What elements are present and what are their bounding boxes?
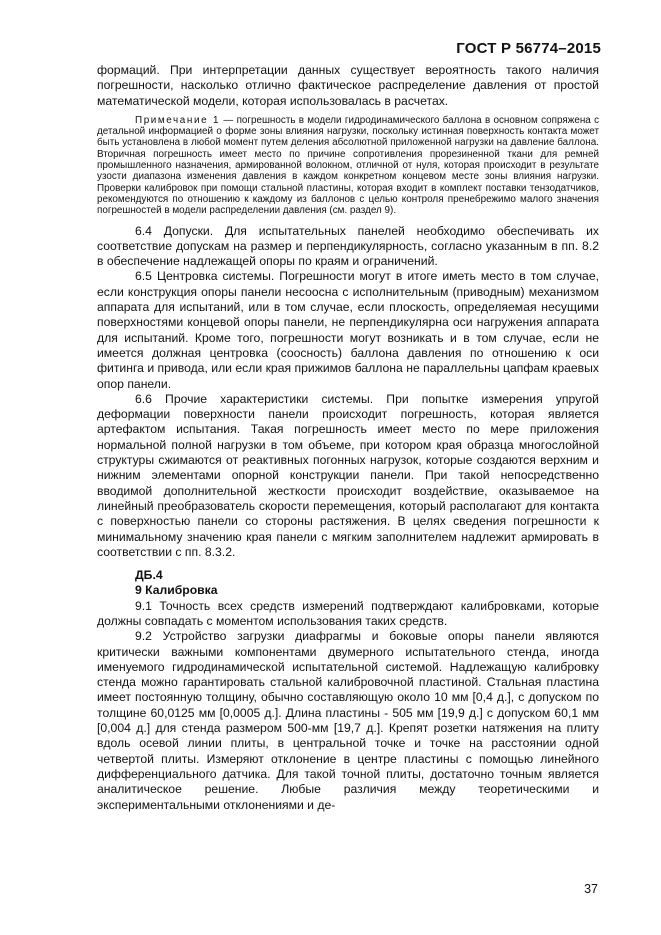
note-1: [97, 115, 599, 217]
page-number: 37: [584, 882, 598, 896]
paragraph-9-1: 9.1 Точность всех средств измерений подтверждают калибровками, которые должны совпадать с моментом использования таких средств.: [97, 598, 599, 628]
paragraph-continued: формаций. При интерпретации данных существует вероятность такого наличия погрешности, насколько отлично фактическое распределение давления от простой математической модели, которая использовалась в расчетах.: [97, 63, 599, 108]
section-heading-db4: ДБ.4: [135, 568, 163, 583]
section-heading-calibration: 9 Калибровка: [135, 583, 218, 598]
paragraph-6-6: 6.6 Прочие характеристики системы. При попытке измерения упругой деформации поверхности панели происходит погрешность, которая является артефактом испытания. Такая погрешность имеет место по мере приложения нормальной полной нагрузки в том объеме, при котором края образца многослойной структуры сжимаются от реактивных погонных нагрузок, которые создаются верхним и нижним элементами опорной конструкции панели. При такой непосредственно вводимой дополнительной жесткости происходит воздействие, оказываемое на линейный преобразователь скорости перемещения, который располагают для контакта с поверхностью панели со стороны растяжения. В целях сведения погрешности к минимальному значению края панели с мягким заполнителем надлежит армировать в соответствии с пп. 8.3.2.: [97, 391, 599, 559]
paragraph-6-4: 6.4 Допуски. Для испытательных панелей необходимо обеспечивать их соответствие допускам на размер и перпендикулярность, согласно указанным в пп. 8.2 в обеспечение надлежащей опоры по краям и ограничений.: [97, 223, 599, 269]
note-label: Примечание 1: [135, 114, 221, 126]
document-id: ГОСТ Р 56774–2015: [456, 40, 601, 57]
paragraph-9-2: 9.2 Устройство загрузки диафрагмы и боковые опоры панели являются критически важными компонентами двумерного испытательного стенда, иногда именуемого гидродинамической испытательной системой. Надлежащую калибровку стенда можно гарантировать стальной калибровочной пластиной. Стальная пластина имеет постоянную толщину, обычно составляющую около 10 мм [0,4 д.], с допуском по толщине 60,0125 мм [0,0005 д.]. Длина пластины - 505 мм [19,9 д.] с допуском 60,1 мм [0,004 д.] для стенда размером 500-мм [19,7 д.]. Крепят розетки натяжения на плиту вдоль осевой линии плиты, в центральной точке и точке на расстоянии одной четвертой плиты. Измеряют отклонение в центре пластины с помощью линейного дифференциального датчика. Для такой точной плиты, достаточно точным является аналитическое решение. Любые различия между теоретическими и экспериментальными отклонениями и де-: [97, 629, 599, 812]
note-text: — погрешность в модели гидродинамического баллона в основном сопряжена с детальной информацией о форме зоны влияния нагрузки, поскольку истинная поверхность контакта может быть установлена в любой момент путем деления абсолютной приложенной нагрузки на давление баллона. Вторичная погрешность имеет место по причине сопротивления прорезиненной ткани для ремней промышленного назначения, армированной волокном, отличной от нуля, которая происходит в результате узости диапазона изменения давления в каждом конкретном концевом месте зоны влияния нагрузки. Проверки калибровок при помощи стальной пластины, которая входит в комплект поставки тензодатчиков, рекомендуются по отношению к каждому из баллонов с целью контроля пренебрежимо малого значения погрешностей в модели распределении давления (см. раздел 9).: [97, 114, 600, 217]
paragraph-6-5: 6.5 Центровка системы. Погрешности могут в итоге иметь место в том случае, если конструкция опоры панели несоосна с исполнительным (приводным) механизмом аппарата для испытаний, или в том случае, если плоскость, определяемая несущими поверхностями концевой опоры панели, не перпендикулярна оси нагружения аппарата для испытаний. Кроме того, погрешности могут возникать и в том случае, если не имеется должная центровка (соосность) баллона давления по отношению к оси фитинга и привода, или если края прижимов баллона не параллельны цапфам краевых опор панели.: [97, 269, 599, 391]
page-body: [97, 63, 599, 813]
